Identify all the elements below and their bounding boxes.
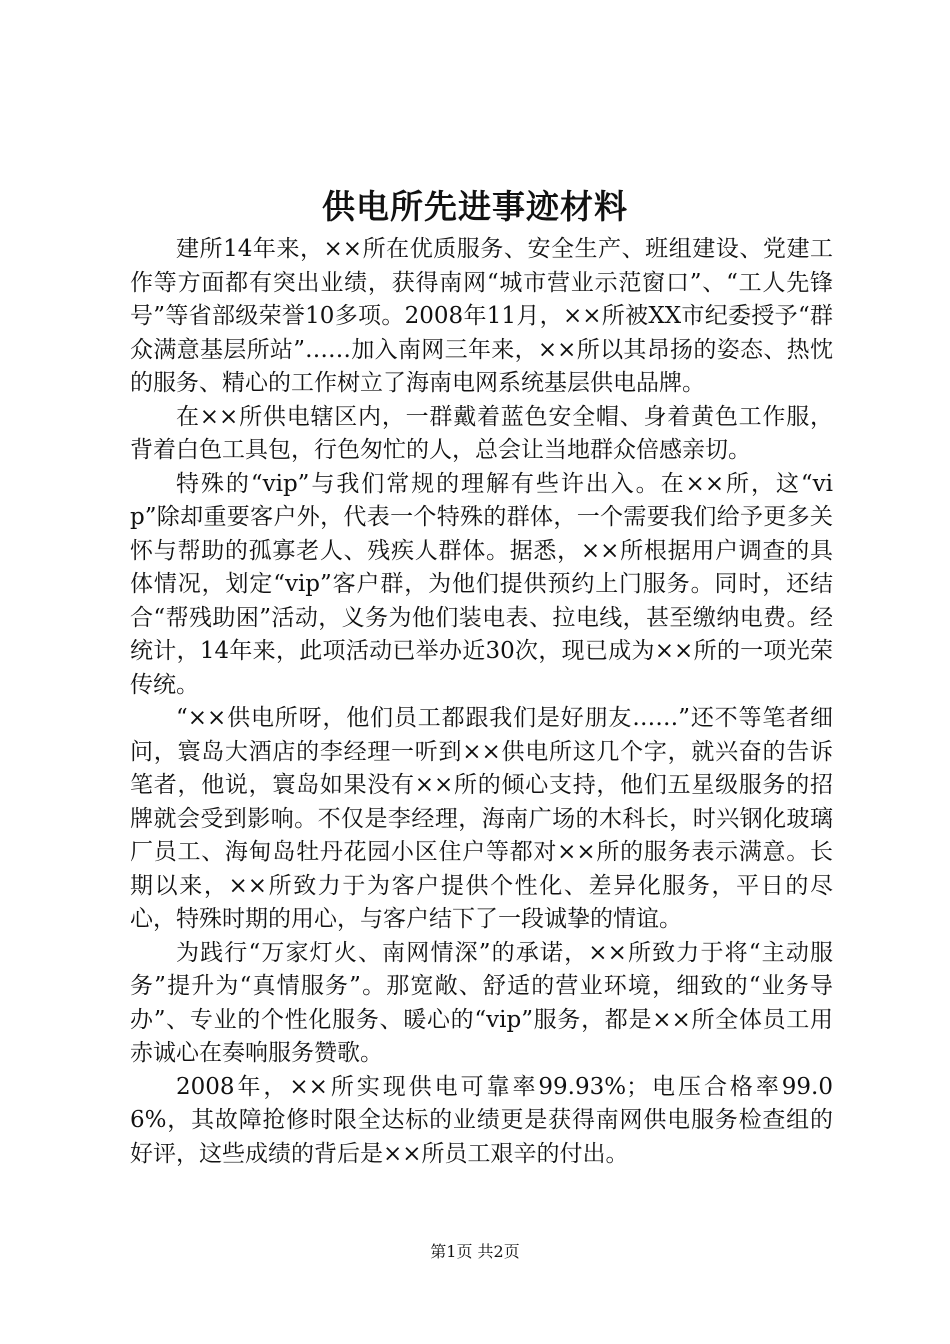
paragraph-5: 为践行“万家灯火、南网情深”的承诺，××所致力于将“主动服务”提升为“真情服务”。那宽敞、舒适的营业环境，细致的“业务导办”、专业的个性化服务、暖心的“vip”服务，都是××所全体员工用赤诚心在奏响服务赞歌。 (130, 939, 833, 1066)
paragraph-4: “××供电所呀，他们员工都跟我们是好朋友……”还不等笔者细问，寰岛大酒店的李经理一听到××供电所这几个字，就兴奋的告诉笔者，他说，寰岛如果没有××所的倾心支持，他们五星级服务的招牌就会受到影响。不仅是李经理，海南广场的木科长，时兴钢化玻璃厂员工、海甸岛牡丹花园小区住户等都对××所的服务表示满意。长期以来，××所致力于为客户提供个性化、差异化服务，平日的尽心，特殊时期的用心，与客户结下了一段诚挚的情谊。 (130, 705, 833, 932)
paragraph-1: 建所14年来，××所在优质服务、安全生产、班组建设、党建工作等方面都有突出业绩，获得南网“城市营业示范窗口”、“工人先锋号”等省部级荣誉10多项。2008年11月，××所被XX市纪委授予“群众满意基层所站”……加入南网三年来，××所以其昂扬的姿态、热忱的服务、精心的工作树立了海南电网系统基层供电品牌。 (130, 236, 833, 396)
paragraph-2: 在××所供电辖区内，一群戴着蓝色安全帽、身着黄色工作服，背着白色工具包，行色匆忙的人，总会让当地群众倍感亲切。 (130, 403, 833, 463)
paragraph-6: 2008年，××所实现供电可靠率99.93%；电压合格率99.06%，其故障抢修时限全达标的业绩更是获得南网供电服务检查组的好评，这些成绩的背后是××所员工艰辛的付出。 (130, 1073, 833, 1167)
document-body (130, 233, 833, 1171)
page-footer: 第1页 共2页 (430, 1242, 520, 1261)
paragraph-3: 特殊的“vip”与我们常规的理解有些许出入。在××所，这“vip”除却重要客户外，代表一个特殊的群体，一个需要我们给予更多关怀与帮助的孤寡老人、残疾人群体。据悉，××所根据用户调查的具体情况，划定“vip”客户群，为他们提供预约上门服务。同时，还结合“帮残助困”活动，义务为他们装电表、拉电线，甚至缴纳电费。经统计，14年来，此项活动已举办近30次，现已成为××所的一项光荣传统。 (130, 470, 833, 698)
document-title: 供电所先进事迹材料 (322, 187, 628, 226)
